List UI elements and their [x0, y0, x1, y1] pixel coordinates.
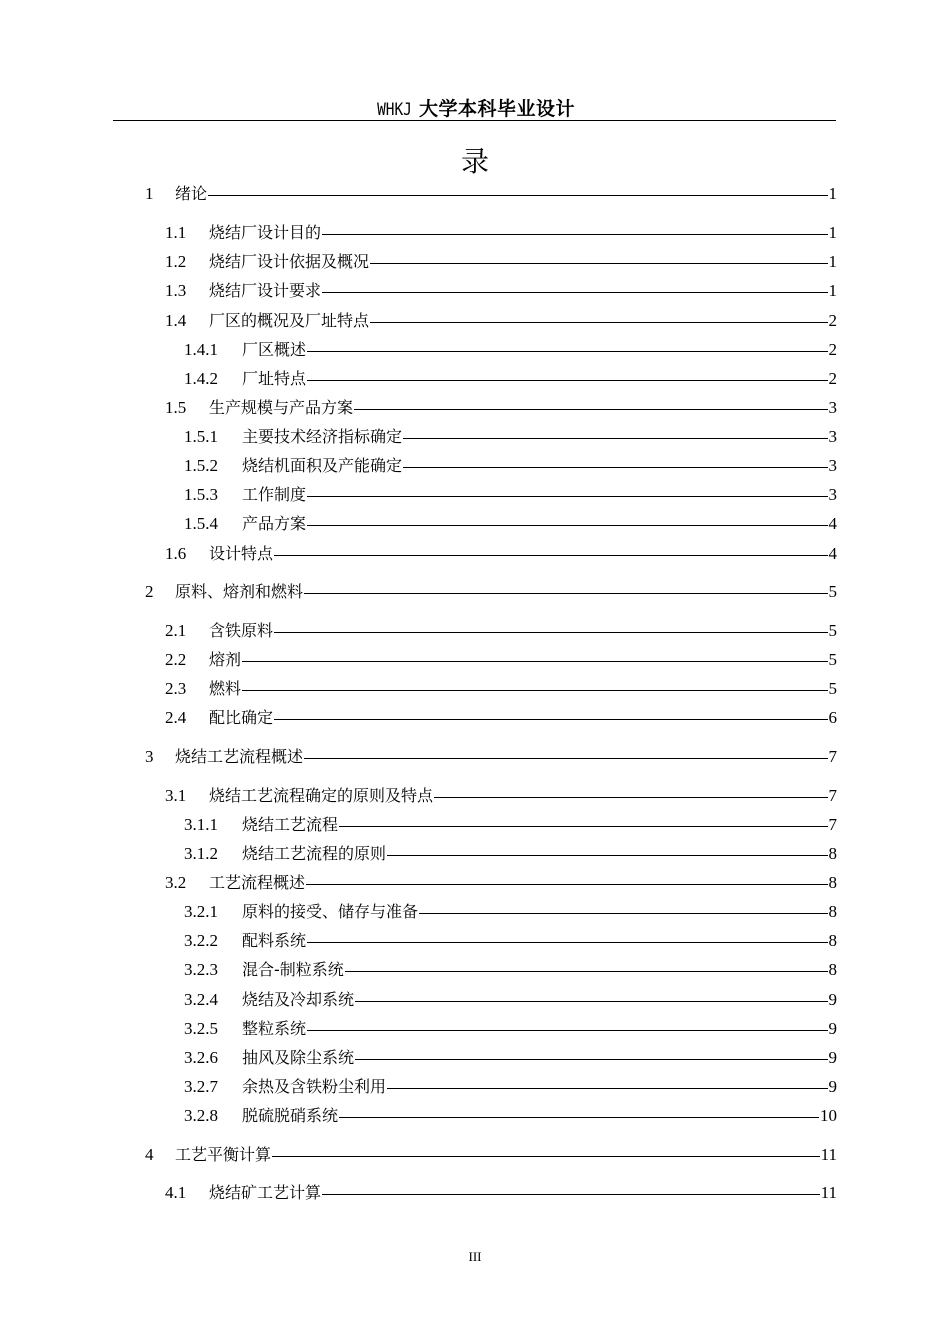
toc-page: 5 — [828, 621, 837, 640]
toc-text: 工艺流程概述 — [209, 873, 306, 892]
toc-page: 10 — [820, 1106, 837, 1125]
toc-entry[interactable] — [165, 676, 837, 700]
toc-title: 录 — [460, 145, 489, 178]
toc-entry[interactable] — [145, 1142, 837, 1166]
toc-entry[interactable] — [145, 579, 837, 603]
toc-page: 3 — [828, 456, 837, 475]
toc-entry[interactable] — [165, 395, 837, 419]
toc-leader — [307, 380, 827, 381]
header-latin: WHKJ — [377, 100, 412, 120]
toc-entry[interactable] — [145, 181, 837, 205]
toc-text: 烧结及冷却系统 — [242, 990, 355, 1009]
toc-text: 厂址特点 — [242, 369, 307, 388]
toc-entry[interactable] — [184, 957, 837, 981]
toc-entry[interactable] — [184, 1074, 837, 1098]
toc-number: 4 — [145, 1145, 154, 1164]
toc-leader — [304, 593, 827, 594]
toc-text: 抽风及除尘系统 — [242, 1048, 355, 1067]
toc-page: 4 — [828, 514, 837, 533]
toc-number: 1.4.1 — [184, 340, 218, 359]
toc-entry[interactable] — [184, 424, 837, 448]
toc-text: 烧结厂设计要求 — [209, 281, 322, 300]
toc-number: 1.2 — [165, 252, 187, 271]
page-number: III — [468, 1249, 482, 1264]
toc-page: 2 — [828, 311, 837, 330]
toc-text: 烧结机面积及产能确定 — [242, 456, 403, 475]
toc-entry[interactable] — [184, 812, 837, 836]
toc-entry[interactable] — [165, 705, 837, 729]
toc-page: 2 — [828, 340, 837, 359]
toc-page: 2 — [828, 369, 837, 388]
toc-leader — [387, 1088, 827, 1089]
toc-page: 3 — [828, 485, 837, 504]
toc-leader — [322, 292, 827, 293]
toc-entry[interactable] — [165, 220, 837, 244]
toc-number: 2.2 — [165, 650, 187, 669]
toc-entry[interactable] — [165, 618, 837, 642]
toc-entry[interactable] — [184, 337, 837, 361]
toc-text: 烧结工艺流程的原则 — [242, 844, 387, 863]
toc-number: 3.1.1 — [184, 815, 218, 834]
toc-leader — [274, 719, 827, 720]
toc-page: 1 — [828, 184, 837, 203]
toc-text: 烧结厂设计目的 — [209, 223, 322, 242]
toc-leader — [242, 661, 827, 662]
toc-leader — [387, 855, 827, 856]
toc-number: 3.2 — [165, 873, 187, 892]
toc-page: 8 — [828, 873, 837, 892]
toc-text: 绪论 — [175, 184, 208, 203]
toc-entry[interactable] — [165, 647, 837, 671]
toc-number: 3.2.3 — [184, 960, 218, 979]
toc-entry[interactable] — [184, 482, 837, 506]
toc-text: 主要技术经济指标确定 — [242, 427, 403, 446]
toc-text: 烧结工艺流程概述 — [175, 747, 304, 766]
toc-leader — [370, 322, 827, 323]
toc-leader — [306, 884, 827, 885]
toc-entry[interactable] — [165, 783, 837, 807]
toc-leader — [322, 1194, 820, 1195]
toc-page: 5 — [828, 679, 837, 698]
toc-entry[interactable] — [184, 928, 837, 952]
toc-number: 1.3 — [165, 281, 187, 300]
toc-leader — [274, 555, 827, 556]
toc-leader — [307, 351, 827, 352]
toc-leader — [355, 1059, 827, 1060]
toc-text: 烧结工艺流程 — [242, 815, 339, 834]
toc-page: 8 — [828, 931, 837, 950]
toc-entry[interactable] — [184, 1103, 837, 1127]
toc-page: 1 — [828, 252, 837, 271]
toc-text: 厂区的概况及厂址特点 — [209, 311, 370, 330]
toc-number: 1.5.1 — [184, 427, 218, 446]
toc-number: 3.1.2 — [184, 844, 218, 863]
toc-leader — [355, 1001, 827, 1002]
toc-entry[interactable] — [165, 870, 837, 894]
toc-entry[interactable] — [184, 511, 837, 535]
toc-text: 混合-制粒系统 — [242, 960, 344, 979]
toc-entry[interactable] — [184, 453, 837, 477]
toc-number: 3.2.1 — [184, 902, 218, 921]
toc-number: 3.2.2 — [184, 931, 218, 950]
toc-leader — [403, 467, 827, 468]
toc-page: 3 — [828, 398, 837, 417]
toc-page: 9 — [828, 1048, 837, 1067]
toc-number: 3.2.6 — [184, 1048, 218, 1067]
toc-page: 8 — [828, 844, 837, 863]
toc-number: 1.5.2 — [184, 456, 218, 475]
toc-number: 2.4 — [165, 708, 187, 727]
toc-text: 工艺平衡计算 — [175, 1145, 272, 1164]
toc-leader — [242, 690, 827, 691]
toc-entry[interactable] — [165, 278, 837, 302]
toc-entry[interactable] — [145, 744, 837, 768]
header-title: 大学本科毕业设计 — [418, 98, 575, 120]
toc-number: 3.2.5 — [184, 1019, 218, 1038]
toc-leader — [274, 632, 827, 633]
toc-number: 3 — [145, 747, 154, 766]
toc-text: 产品方案 — [242, 514, 307, 533]
toc-entry[interactable] — [165, 308, 837, 332]
toc-number: 1.5 — [165, 398, 187, 417]
toc-number: 2 — [145, 582, 154, 601]
toc-entry[interactable] — [165, 249, 837, 273]
toc-entry[interactable] — [165, 541, 837, 565]
toc-page: 5 — [828, 582, 837, 601]
toc-text: 烧结矿工艺计算 — [209, 1183, 322, 1202]
toc-entry[interactable] — [184, 366, 837, 390]
toc-page: 3 — [828, 427, 837, 446]
toc-text: 配料系统 — [242, 931, 307, 950]
toc-text: 烧结工艺流程确定的原则及特点 — [209, 786, 434, 805]
toc-number: 3.2.7 — [184, 1077, 218, 1096]
toc-page: 1 — [828, 281, 837, 300]
toc-number: 2.3 — [165, 679, 187, 698]
toc-entry[interactable] — [184, 899, 837, 923]
toc-page: 4 — [828, 544, 837, 563]
toc-text: 含铁原料 — [209, 621, 274, 640]
toc-leader — [339, 1117, 819, 1118]
toc-leader — [345, 971, 828, 972]
toc-leader — [403, 438, 827, 439]
toc-leader — [272, 1156, 820, 1157]
toc-text: 整粒系统 — [242, 1019, 307, 1038]
toc-page: 7 — [828, 747, 837, 766]
toc-text: 烧结厂设计依据及概况 — [209, 252, 370, 271]
toc-leader — [354, 409, 827, 410]
toc-entry[interactable] — [184, 987, 837, 1011]
toc-leader — [419, 913, 827, 914]
toc-page: 9 — [828, 1077, 837, 1096]
toc-entry[interactable] — [184, 841, 837, 865]
toc-number: 2.1 — [165, 621, 187, 640]
toc-page: 9 — [828, 1019, 837, 1038]
toc-number: 1.4.2 — [184, 369, 218, 388]
toc-page: 9 — [828, 990, 837, 1009]
toc-text: 燃料 — [209, 679, 242, 698]
toc-page: 11 — [820, 1183, 837, 1202]
toc-text: 余热及含铁粉尘利用 — [242, 1077, 387, 1096]
toc-leader — [307, 496, 827, 497]
toc-page: 1 — [828, 223, 837, 242]
toc-text: 配比确定 — [209, 708, 274, 727]
toc-leader — [370, 263, 827, 264]
toc-number: 3.2.8 — [184, 1106, 218, 1125]
toc-leader — [307, 942, 827, 943]
toc-page: 6 — [828, 708, 837, 727]
toc-leader — [307, 525, 827, 526]
toc-text: 厂区概述 — [242, 340, 307, 359]
toc-leader — [322, 234, 827, 235]
toc-entry[interactable] — [184, 1045, 837, 1069]
toc-text: 原料、熔剂和燃料 — [175, 582, 304, 601]
toc-leader — [304, 758, 827, 759]
toc-page: 11 — [820, 1145, 837, 1164]
toc-page: 5 — [828, 650, 837, 669]
toc-leader — [307, 1030, 827, 1031]
toc-number: 1.6 — [165, 544, 187, 563]
toc-page: 7 — [828, 786, 837, 805]
toc-number: 1.5.4 — [184, 514, 218, 533]
toc-page: 8 — [828, 960, 837, 979]
toc-leader — [339, 826, 827, 827]
toc-number: 1.4 — [165, 311, 187, 330]
toc-page: 8 — [828, 902, 837, 921]
toc-text: 设计特点 — [209, 544, 274, 563]
toc-leader — [434, 797, 827, 798]
toc-number: 3.2.4 — [184, 990, 218, 1009]
toc-leader — [208, 195, 827, 196]
toc-entry[interactable] — [165, 1180, 837, 1204]
toc-number: 3.1 — [165, 786, 187, 805]
toc-text: 脱硫脱硝系统 — [242, 1106, 339, 1125]
toc-text: 工作制度 — [242, 485, 307, 504]
toc-page: 7 — [828, 815, 837, 834]
toc-number: 1 — [145, 184, 154, 203]
toc-number: 1.1 — [165, 223, 187, 242]
toc-number: 1.5.3 — [184, 485, 218, 504]
toc-number: 4.1 — [165, 1183, 187, 1202]
toc-text: 原料的接受、储存与准备 — [242, 902, 419, 921]
toc-entry[interactable] — [184, 1016, 837, 1040]
toc-text: 生产规模与产品方案 — [209, 398, 354, 417]
toc-text: 熔剂 — [209, 650, 242, 669]
